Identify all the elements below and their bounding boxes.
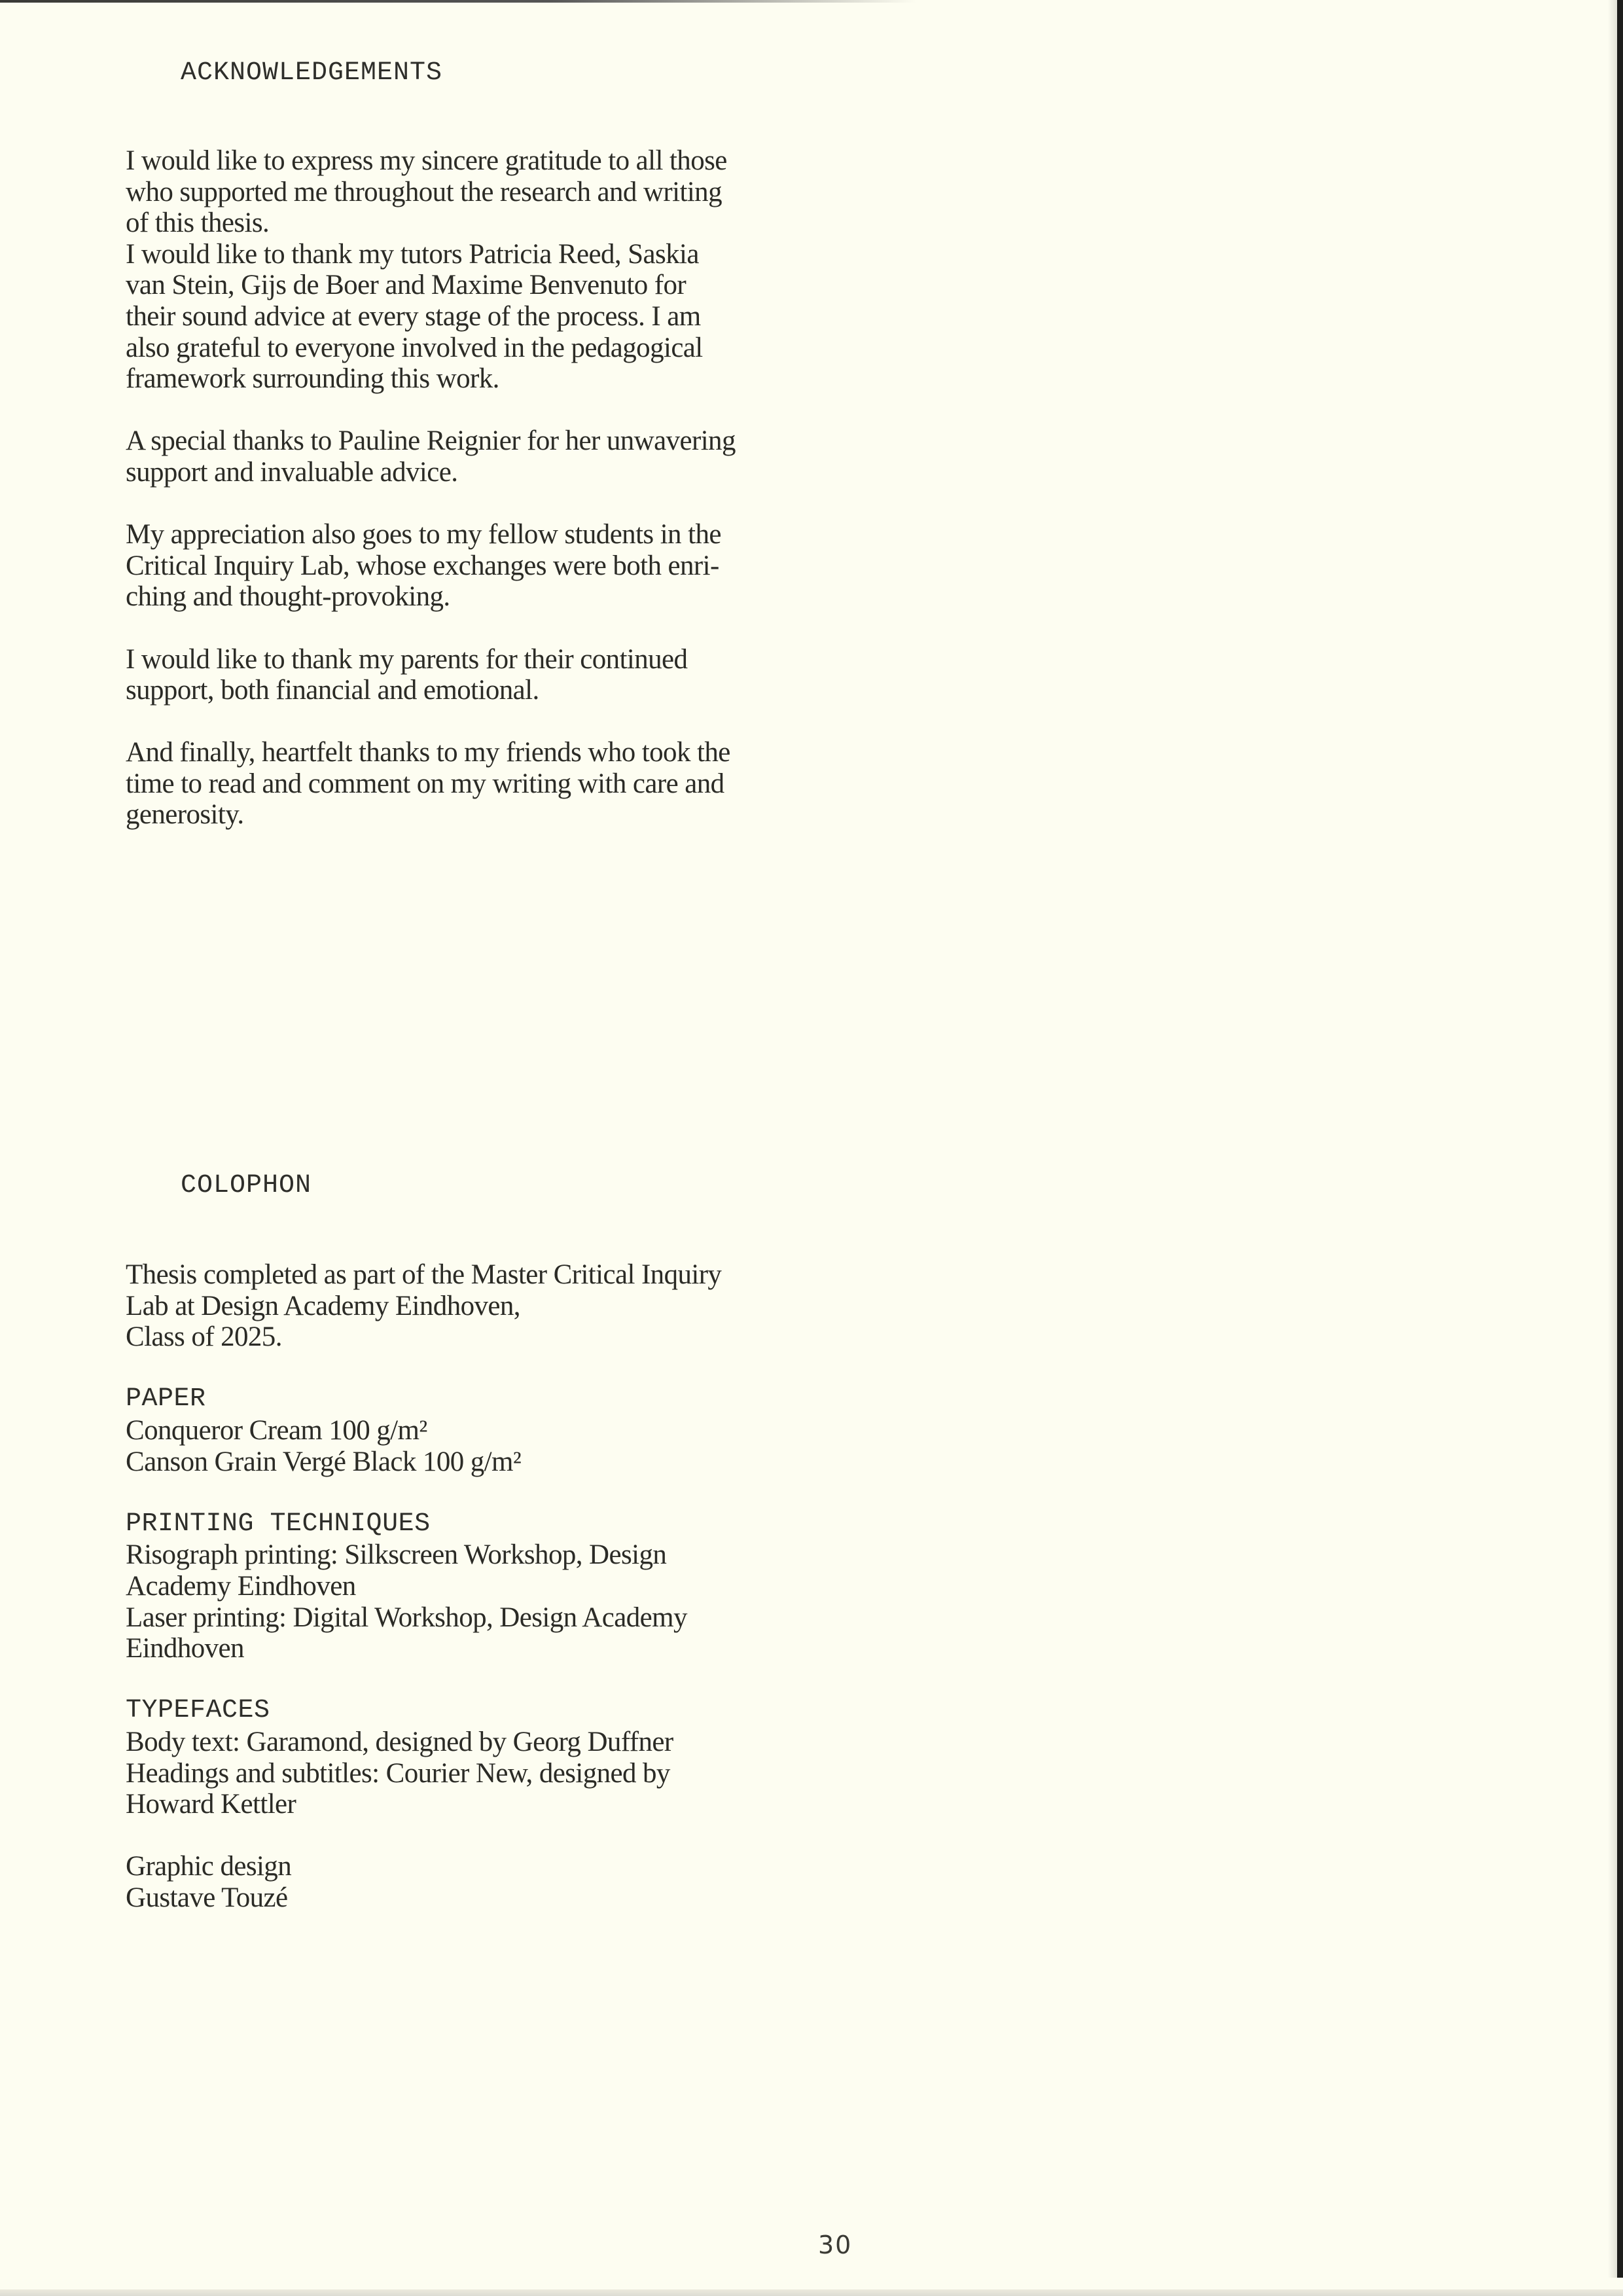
acknowledgements-body — [126, 145, 819, 862]
text-line: Body text: Garamond, designed by Georg Duffner — [126, 1726, 673, 1757]
text-line: I would like to thank my tutors Patricia Reed, Saskia — [126, 238, 699, 270]
colophon-typefaces — [126, 1695, 819, 1820]
text-line: And finally, heartfelt thanks to my friends who took the — [126, 737, 730, 768]
scan-top-edge — [0, 0, 916, 3]
colophon-body — [126, 1259, 819, 1945]
text-line: van Stein, Gijs de Boer and Maxime Benvenuto for — [126, 270, 687, 301]
typefaces-subheading: TYPEFACES — [126, 1696, 270, 1726]
text-line: who supported me throughout the research and writing — [126, 176, 722, 207]
text-line: Eindhoven — [126, 1633, 244, 1664]
acknowledgements-paragraph-3 — [126, 425, 819, 488]
text-line: Canson Grain Vergé Black 100 g/m² — [126, 1446, 522, 1477]
graphic-designer-name: Gustave Touzé — [126, 1882, 288, 1913]
text-line: Risograph printing: Silkscreen Workshop, Design — [126, 1539, 667, 1571]
text-line: Critical Inquiry Lab, whose exchanges were both enri- — [126, 550, 719, 581]
acknowledgements-paragraph-1 — [126, 145, 819, 239]
scan-binding-shadow — [1608, 0, 1617, 2278]
text-line: A special thanks to Pauline Reignier for her unwavering — [126, 425, 736, 457]
text-line: Laser printing: Digital Workshop, Design Academy — [126, 1602, 687, 1633]
text-line: support and invaluable advice. — [126, 456, 458, 488]
acknowledgements-paragraph-6 — [126, 737, 819, 831]
acknowledgements-paragraph-2 — [126, 239, 819, 395]
text-line: of this thesis. — [126, 207, 270, 239]
colophon-intro — [126, 1259, 819, 1353]
text-line: generosity. — [126, 799, 244, 831]
scan-bottom-edge — [0, 2289, 1623, 2296]
text-line: I would like to express my sincere gratitude to all those — [126, 145, 727, 176]
page-number: 30 — [818, 2231, 853, 2259]
text-line: My appreciation also goes to my fellow students in the — [126, 519, 721, 550]
text-line: Thesis completed as part of the Master Critical Inquiry — [126, 1259, 722, 1290]
text-line: Howard Kettler — [126, 1789, 296, 1820]
text-line: Conqueror Cream 100 g/m² — [126, 1414, 427, 1446]
acknowledgements-paragraph-5 — [126, 644, 819, 706]
printing-techniques-subheading: PRINTING TECHNIQUES — [126, 1509, 431, 1539]
colophon-heading: COLOPHON — [181, 1171, 312, 1200]
text-line: I would like to thank my parents for their continued — [126, 643, 688, 675]
text-line: framework surrounding this work. — [126, 363, 499, 395]
text-line: their sound advice at every stage of the process. I am — [126, 300, 701, 332]
colophon-printing-techniques — [126, 1509, 819, 1664]
acknowledgements-paragraph-4 — [126, 519, 819, 613]
scan-right-edge — [1617, 0, 1623, 2278]
text-line: Lab at Design Academy Eindhoven, — [126, 1290, 520, 1321]
colophon-graphic-design — [126, 1851, 819, 1913]
colophon-paper — [126, 1384, 819, 1477]
text-line: support, both financial and emotional. — [126, 675, 539, 706]
paper-subheading: PAPER — [126, 1384, 206, 1414]
acknowledgements-heading: ACKNOWLEDGEMENTS — [181, 58, 443, 88]
text-line: Academy Eindhoven — [126, 1570, 356, 1602]
text-line: also grateful to everyone involved in the pedagogical — [126, 332, 703, 363]
text-line: Headings and subtitles: Courier New, designed by — [126, 1757, 670, 1789]
text-line: Class of 2025. — [126, 1321, 282, 1353]
graphic-design-label: Graphic design — [126, 1851, 292, 1882]
text-line: ching and thought-provoking. — [126, 581, 450, 613]
text-line: time to read and comment on my writing with care and — [126, 768, 724, 799]
